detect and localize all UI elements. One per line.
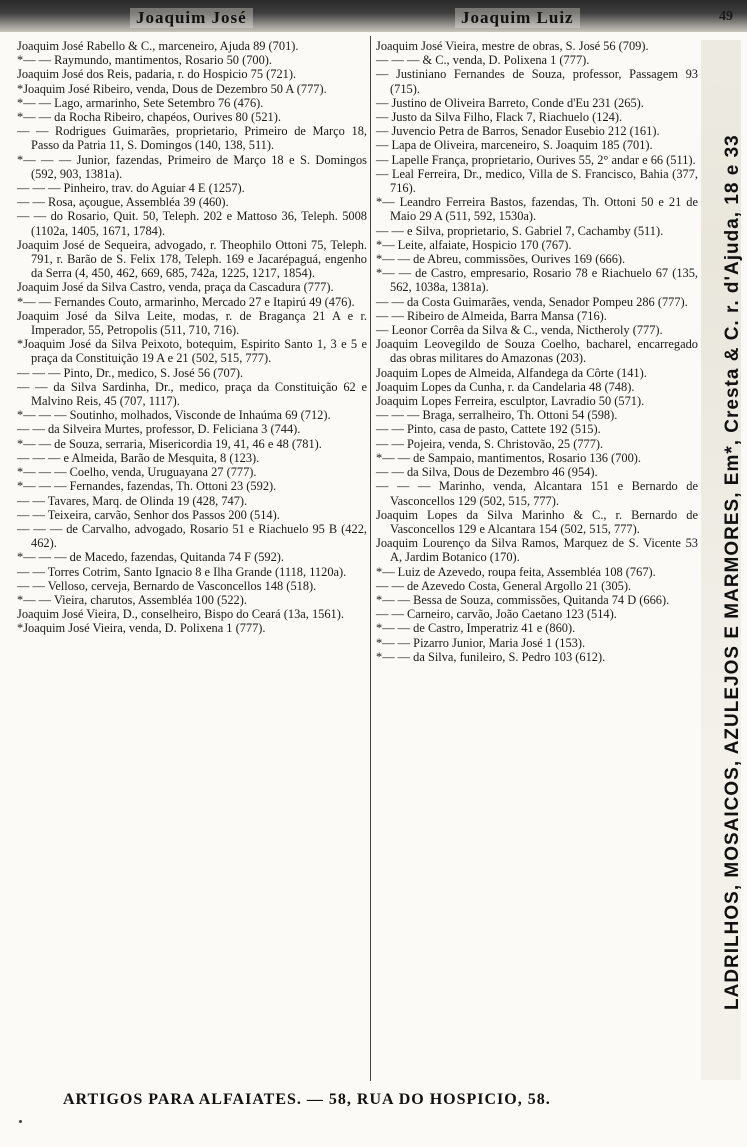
- directory-entry: — Leal Ferreira, Dr., medico, Villa de S. Francisco, Bahia (377, 716).: [376, 166, 698, 196]
- directory-entry: Joaquim José Vieira, mestre de obras, S. José 56 (709).: [376, 39, 649, 53]
- directory-entry: *— — de Abreu, commissões, Ourives 169 (666).: [376, 252, 626, 267]
- directory-entry: Joaquim José de Sequeira, advogado, r. Theophilo Ottoni 75, Teleph. 791, r. Barão de S. Felix 178, Teleph. 169 e Jacarépaguá, engenho da Serra (4, 450, 462, 669, 685, 742a, 1225, 1217, 1854).: [17, 237, 367, 281]
- directory-entry: — — do Rosario, Quit. 50, Teleph. 202 e Mattoso 36, Teleph. 5008 (1102a, 1405, 1671, 1784).: [17, 209, 367, 238]
- directory-entry: — — Pinto, casa de pasto, Cattete 192 (515).: [376, 422, 601, 437]
- directory-entry: — Justiniano Fernandes de Souza, professor, Passagem 93 (715).: [376, 67, 698, 96]
- running-head-left: Joaquim José: [130, 8, 253, 28]
- directory-entry: *Joaquim José da Silva Peixoto, botequim, Espirito Santo 1, 3 e 5 e praça da Constituição 19 A e 21 (502, 515, 777).: [17, 337, 367, 366]
- directory-entry: *— — — Junior, fazendas, Primeiro de Março 18 e S. Domingos (592, 903, 1381a).: [17, 152, 367, 181]
- directory-entry: *Joaquim José Vieira, venda, D. Polixena 1 (777).: [17, 621, 266, 636]
- directory-entry: *— — — de Macedo, fazendas, Quitanda 74 F (592).: [17, 550, 285, 565]
- page-header: [0, 0, 747, 32]
- page-number: 49: [719, 9, 733, 24]
- directory-entry: *— Leite, alfaiate, Hospicio 170 (767).: [376, 237, 572, 252]
- directory-entry: *— — da Silva, funileiro, S. Pedro 103 (612).: [376, 649, 606, 664]
- directory-entry: — — — Pinto, Dr., medico, S. José 56 (707).: [17, 365, 244, 380]
- running-head-right: Joaquim Luiz: [455, 8, 580, 28]
- directory-entry: — — Tavares, Marq. de Olinda 19 (428, 747).: [17, 493, 248, 508]
- directory-entry: — — da Costa Guimarães, venda, Senador Pompeu 286 (777).: [376, 294, 688, 309]
- directory-entry: *— Leandro Ferreira Bastos, fazendas, Th. Ottoni 50 e 21 de Maio 29 A (511, 592, 1530a).: [376, 195, 698, 224]
- directory-entry: — — da Silva Sardinha, Dr., medico, praça da Constituição 62 e Malvino Reis, 45 (707, 1117).: [17, 379, 367, 409]
- directory-entry: *— — — Coelho, venda, Uruguayana 27 (777).: [17, 465, 257, 480]
- directory-entry: — — da Silva, Dous de Dezembro 46 (954).: [376, 465, 598, 480]
- directory-entry: — Justo da Silva Filho, Flack 7, Riachuelo (124).: [376, 110, 623, 125]
- directory-entry: *— — de Souza, serraria, Misericordia 19, 41, 46 e 48 (781).: [17, 436, 322, 451]
- directory-entry: *— — Pizarro Junior, Maria José 1 (153).: [376, 635, 586, 650]
- directory-entry: *— — de Sampaio, mantimentos, Rosario 136 (700).: [376, 450, 641, 465]
- directory-entry: — — de Azevedo Costa, General Argollo 21 (305).: [376, 578, 632, 593]
- column-divider: [370, 36, 371, 1081]
- directory-entry: — — — Marinho, venda, Alcantara 151 e Bernardo de Vasconcellos 129 (502, 515, 777).: [376, 479, 698, 508]
- left-column: [17, 39, 367, 636]
- directory-entry: Joaquim José Vieira, D., conselheiro, Bispo do Ceará (13a, 1561).: [17, 607, 344, 622]
- directory-entry: *— — de Castro, Imperatriz 41 e (860).: [376, 621, 576, 636]
- directory-entry: *— — de Castro, empresario, Rosario 78 e Riachuelo 67 (135, 562, 1038a, 1381a).: [376, 266, 698, 295]
- directory-entry: Joaquim José da Silva Leite, modas, r. de Bragança 21 A e r. Imperador, 55, Petropolis (511, 710, 716).: [17, 308, 367, 338]
- directory-entry: Joaquim José Rabello & C., marceneiro, Ajuda 89 (701).: [17, 39, 299, 53]
- directory-entry: Joaquim Lopes Ferreira, esculptor, Lavradio 50 (571).: [376, 394, 645, 409]
- ink-dot: [19, 1120, 22, 1123]
- directory-entry: — — Pojeira, venda, S. Christovão, 25 (777).: [376, 436, 604, 451]
- directory-entry: — — da Silveira Murtes, professor, D. Feliciana 3 (744).: [17, 422, 301, 437]
- directory-entry: *— — Fernandes Couto, armarinho, Mercado 27 e Itapirú 49 (476).: [17, 294, 355, 309]
- directory-entry: Joaquim José da Silva Castro, venda, praça da Cascadura (777).: [17, 280, 334, 295]
- directory-entry: — — Teixeira, carvão, Senhor dos Passos 200 (514).: [17, 507, 280, 522]
- directory-entry: — — — e Almeida, Barão de Mesquita, 8 (123).: [17, 450, 260, 465]
- directory-entry: — — e Silva, proprietario, S. Gabriel 7, Cachamby (511).: [376, 223, 664, 238]
- directory-entry: Joaquim José dos Reis, padaria, r. do Hospicio 75 (721).: [17, 67, 297, 82]
- directory-entry: *— — — Fernandes, fazendas, Th. Ottoni 23 (592).: [17, 479, 277, 494]
- directory-entry: — Juvencio Petra de Barros, Senador Eusebio 212 (161).: [376, 124, 660, 139]
- directory-entry: — Justino de Oliveira Barreto, Conde d'Eu 231 (265).: [376, 95, 644, 110]
- directory-entry: — — Torres Cotrim, Santo Ignacio 8 e Ilha Grande (1118, 1120a).: [17, 564, 347, 579]
- directory-entry: *— — Bessa de Souza, commissões, Quitanda 74 D (666).: [376, 592, 670, 607]
- directory-entry: — — Rosa, açougue, Assembléa 39 (460).: [17, 195, 229, 210]
- directory-entry: — Lapa de Oliveira, marceneiro, S. Joaquim 185 (701).: [376, 138, 653, 153]
- directory-entry: *— Luiz de Azevedo, roupa feita, Assembléa 108 (767).: [376, 564, 656, 579]
- directory-entry: *— — Vieira, charutos, Assembléa 100 (522).: [17, 592, 247, 607]
- directory-entry: — — Rodrigues Guimarães, proprietario, Primeiro de Março 18, Passo da Patria 11, S. Domingos (140, 138, 511).: [17, 124, 367, 153]
- directory-entry: *Joaquim José Ribeiro, venda, Dous de Dezembro 50 A (777).: [17, 81, 327, 96]
- directory-entry: *— — Raymundo, mantimentos, Rosario 50 (700).: [17, 53, 273, 68]
- footer-advertisement: ARTIGOS PARA ALFAIATES. — 58, RUA DO HOSPICIO, 58.: [63, 1091, 551, 1108]
- directory-entry: — Leonor Corrêa da Silva & C., venda, Nictheroly (777).: [376, 323, 663, 338]
- directory-entry: Joaquim Lourenço da Silva Ramos, Marquez de S. Vicente 53 A, Jardim Botanico (170).: [376, 536, 698, 565]
- directory-entry: Joaquim Lopes de Almeida, Alfandega da Côrte (141).: [376, 365, 647, 380]
- directory-entry: *— — Lago, armarinho, Sete Setembro 76 (476).: [17, 95, 264, 110]
- directory-entry: Joaquim Lopes da Silva Marinho & C., r. Bernardo de Vasconcellos 129 e Alcantara 154 (502, 515, 777).: [376, 507, 698, 536]
- directory-entry: — — — de Carvalho, advogado, Rosario 51 e Riachuelo 95 B (422, 462).: [17, 521, 367, 551]
- directory-entry: Joaquim Leovegildo de Souza Coelho, bacharel, encarregado das obras militares do Amazonas (203).: [376, 337, 698, 366]
- directory-entry: — — Ribeiro de Almeida, Barra Mansa (716).: [376, 308, 607, 323]
- directory-entry: — — Velloso, cerveja, Bernardo de Vasconcellos 148 (518).: [17, 578, 317, 593]
- sidebar-advertisement-text: LADRILHOS, MOSAICOS, AZULEJOS E MARMORES, Em*, Cresta & C. r. d'Ajuda, 18 e 33: [722, 134, 743, 1010]
- right-column: [376, 39, 698, 664]
- directory-entry: *— — da Rocha Ribeiro, chapéos, Ourives 80 (521).: [17, 110, 281, 125]
- directory-entry: — Lapelle França, proprietario, Ourives 55, 2° andar e 66 (511).: [376, 152, 696, 167]
- directory-entry: — — — Braga, serralheiro, Th. Ottoni 54 (598).: [376, 408, 618, 423]
- directory-entry: *— — — Soutinho, molhados, Visconde de Inhaúma 69 (712).: [17, 408, 331, 423]
- directory-entry: — — — & C., venda, D. Polixena 1 (777).: [376, 53, 590, 68]
- directory-entry: — — — Pinheiro, trav. do Aguiar 4 E (1257).: [17, 181, 245, 196]
- directory-entry: Joaquim Lopes da Cunha, r. da Candelaria 48 (748).: [376, 379, 635, 394]
- directory-entry: — — Carneiro, carvão, João Caetano 123 (514).: [376, 607, 617, 622]
